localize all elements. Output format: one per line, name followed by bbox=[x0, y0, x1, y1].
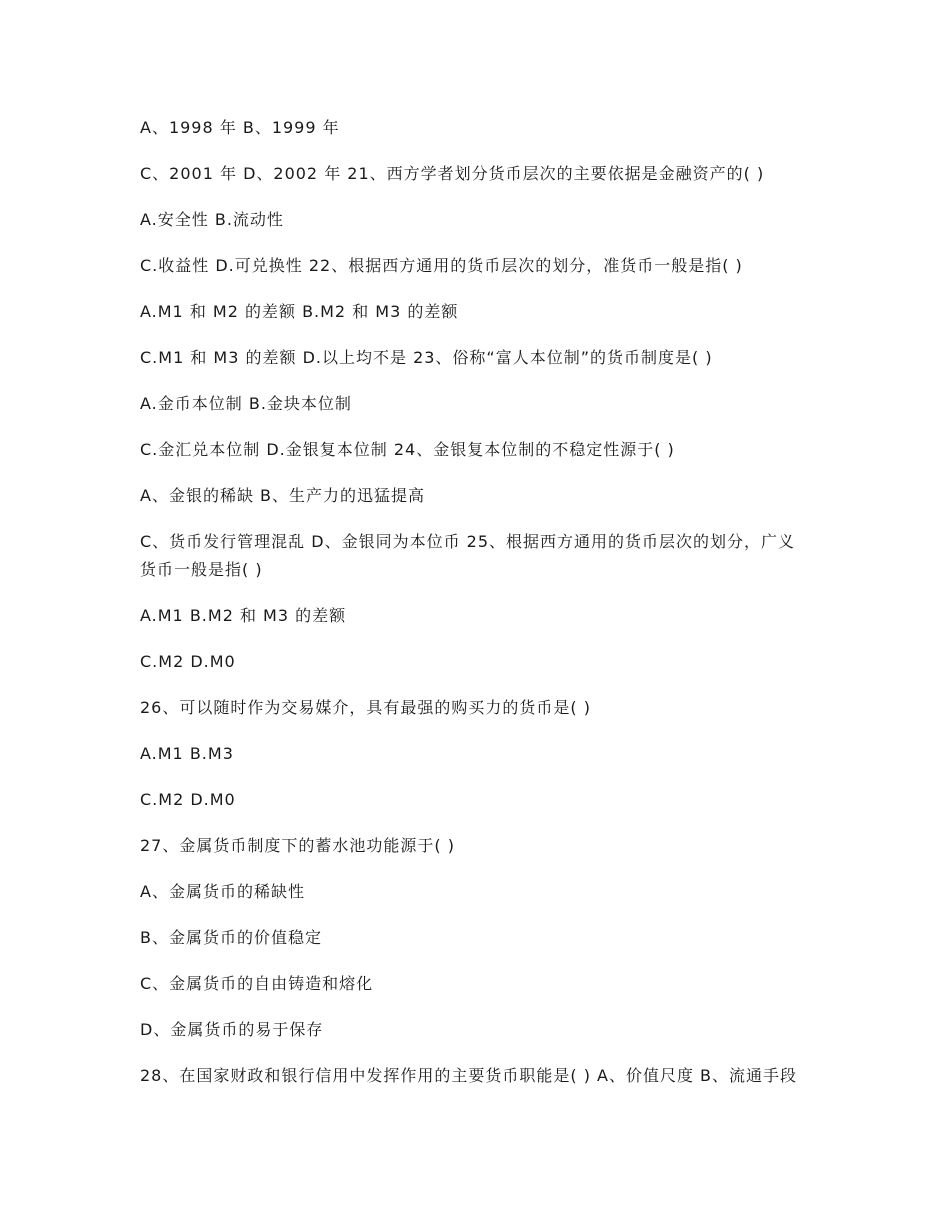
text-line: A、金属货币的稀缺性 bbox=[140, 882, 305, 901]
text-line: A.安全性 B.流动性 bbox=[140, 210, 284, 229]
text-line: D、金属货币的易于保存 bbox=[140, 1020, 324, 1039]
text-line: A.M1 和 M2 的差额 B.M2 和 M3 的差额 bbox=[140, 302, 459, 321]
text-line: A、1998 年 B、1999 年 bbox=[140, 118, 340, 137]
text-line: C、2001 年 D、2002 年 21、西方学者划分货币层次的主要依据是金融资产的( ) bbox=[140, 164, 765, 183]
text-line: A.M1 B.M3 bbox=[140, 744, 234, 763]
text-line: C.收益性 D.可兑换性 22、根据西方通用的货币层次的划分，准货币一般是指( ) bbox=[140, 256, 743, 275]
text-line: 26、可以随时作为交易媒介，具有最强的购买力的货币是( ) bbox=[140, 698, 591, 717]
text-line: A.M1 B.M2 和 M3 的差额 bbox=[140, 606, 347, 625]
text-line: C、金属货币的自由铸造和熔化 bbox=[140, 974, 374, 993]
text-line: 27、金属货币制度下的蓄水池功能源于( ) bbox=[140, 836, 455, 855]
text-line: C.金汇兑本位制 D.金银复本位制 24、金银复本位制的不稳定性源于( ) bbox=[140, 440, 675, 459]
text-line: C、货币发行管理混乱 D、金银同为本位币 25、根据西方通用的货币层次的划分，广义货币一般是指( ) bbox=[140, 532, 796, 579]
text-line: C.M1 和 M3 的差额 D.以上均不是 23、俗称“富人本位制”的货币制度是( ) bbox=[140, 348, 713, 367]
text-line: A、金银的稀缺 B、生产力的迅猛提高 bbox=[140, 486, 426, 505]
document-body bbox=[140, 114, 812, 1108]
text-line: 28、在国家财政和银行信用中发挥作用的主要货币职能是( ) A、价值尺度 B、流通手段 bbox=[140, 1066, 798, 1085]
text-line: C.M2 D.M0 bbox=[140, 790, 236, 809]
text-line: B、金属货币的价值稳定 bbox=[140, 928, 322, 947]
text-line: A.金币本位制 B.金块本位制 bbox=[140, 394, 352, 413]
text-line: C.M2 D.M0 bbox=[140, 652, 236, 671]
